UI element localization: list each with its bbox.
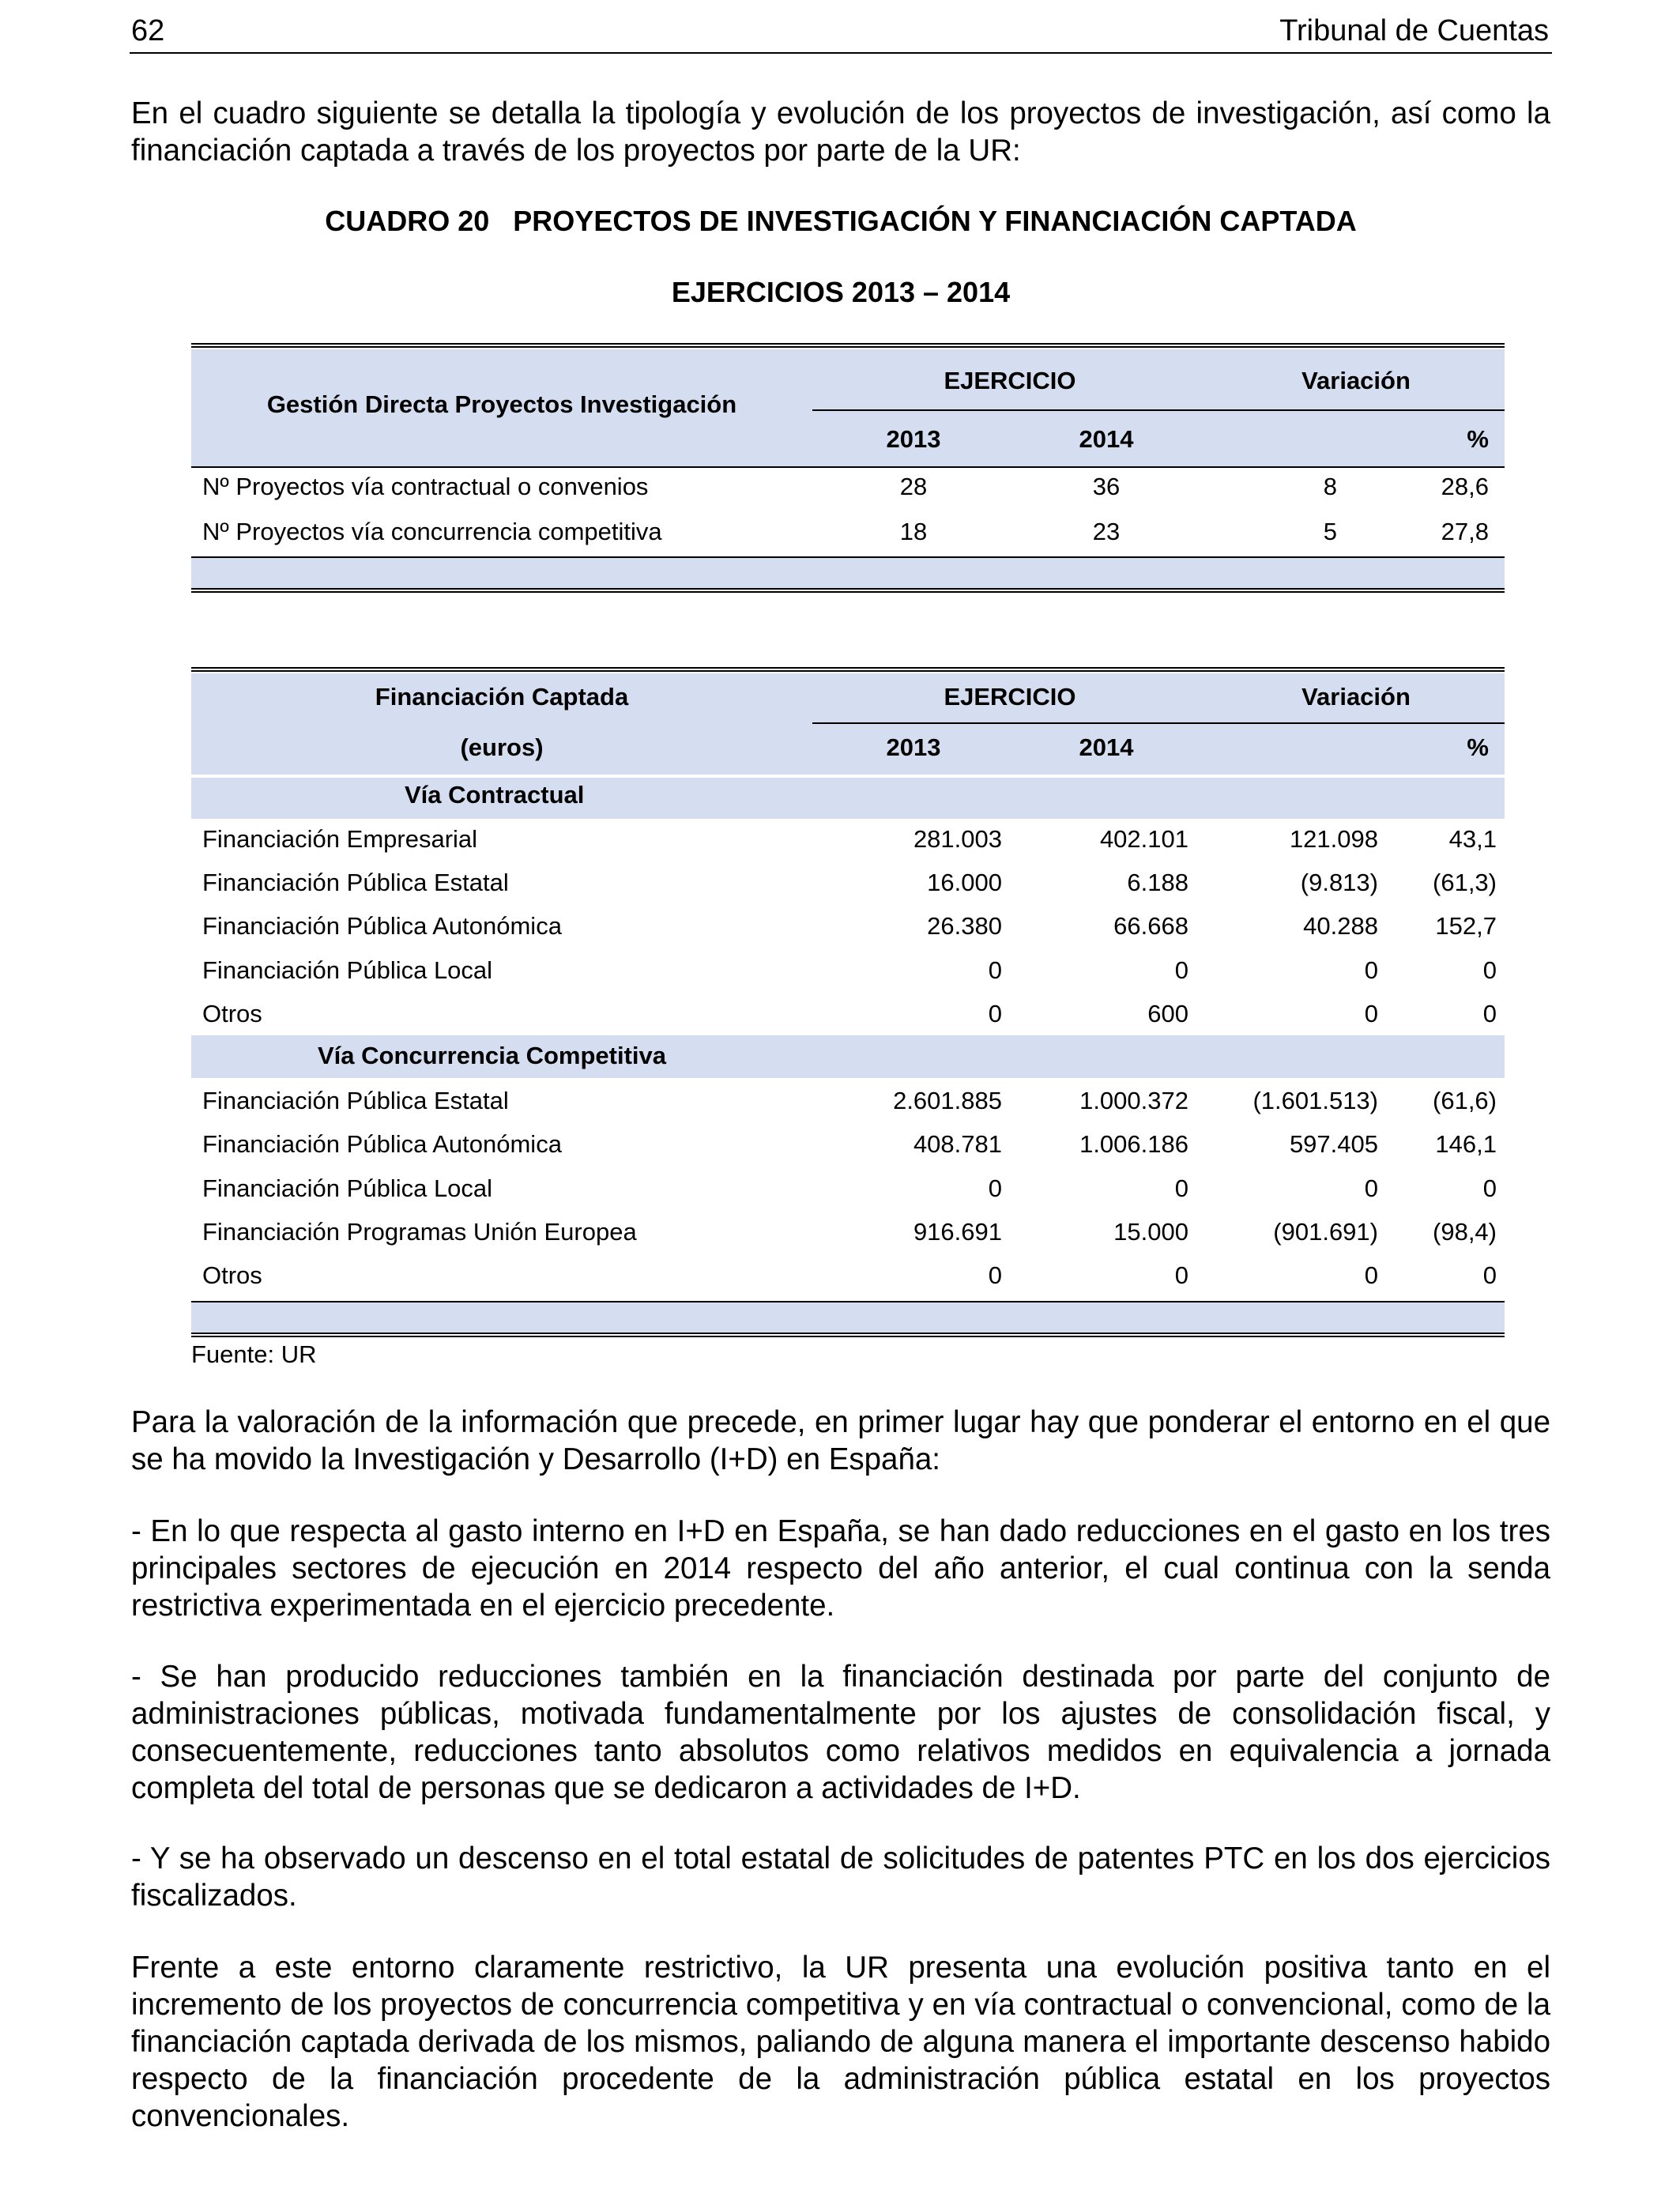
table-bottom-border [191, 588, 1505, 593]
value-2014: 1.006.186 [1079, 1130, 1188, 1158]
value-2013: 28 [899, 473, 928, 500]
value-variation: 8 [1323, 473, 1337, 500]
header-divider [812, 409, 1505, 411]
value-pct: 27,8 [1441, 518, 1489, 545]
publisher-name: Tribunal de Cuentas [1279, 14, 1549, 47]
value-2014: 36 [1092, 473, 1121, 500]
value-2013: 916.691 [913, 1218, 1002, 1246]
value-2014: 0 [1174, 1261, 1188, 1289]
col-header-label: Financiación Captada [375, 683, 629, 711]
row-label: Otros [202, 1000, 262, 1027]
value-2013: 18 [899, 518, 928, 545]
col-header-pct: % [1467, 425, 1489, 453]
row-label: Otros [202, 1261, 262, 1289]
table-footer-background [191, 558, 1505, 588]
value-2013: 16.000 [927, 869, 1002, 896]
row-label: Financiación Pública Estatal [202, 1087, 509, 1114]
value-variation: (901.691) [1273, 1218, 1378, 1246]
funding-table [191, 667, 1505, 1339]
value-pct: 0 [1482, 1261, 1497, 1289]
body-paragraph: - Y se ha observado un descenso en el total estatal de solicitudes de patentes PTC en los dos ejercicios fiscalizados. [131, 1842, 1550, 1913]
col-header-2013: 2013 [886, 425, 941, 453]
value-2014: 0 [1174, 956, 1188, 984]
col-header-variacion: Variación [1301, 367, 1411, 394]
value-pct: (98,4) [1433, 1218, 1497, 1246]
table-top-border [191, 343, 1505, 348]
row-label: Financiación Empresarial [202, 825, 478, 853]
table-top-border [191, 667, 1505, 672]
value-variation: (1.601.513) [1252, 1087, 1378, 1114]
value-2013: 0 [988, 1174, 1002, 1202]
value-2013: 0 [988, 1261, 1002, 1289]
value-pct: 0 [1482, 956, 1497, 984]
value-2014: 66.668 [1113, 912, 1188, 940]
projects-table [191, 343, 1505, 596]
value-variation: (9.813) [1300, 869, 1378, 896]
value-pct: 43,1 [1448, 825, 1497, 853]
body-paragraph: - En lo que respecta al gasto interno en I+D en España, se han dado reducciones en el gasto en los tres principales sectores de ejecución en 2014 respecto del año anterior, el cual continua con la senda restrictiva experimentada en el ejercicio precedente. [131, 1514, 1550, 1623]
value-pct: 146,1 [1435, 1130, 1497, 1158]
page-header [130, 11, 1552, 54]
body-paragraph: - Se han producido reducciones también en la financiación destinada por parte del conjunto de administraciones públicas, motivada fundamentalmente por los ajustes de consolidación fiscal, y consecuentemente, reducciones tanto absolutos como relativos medidos en equivalencia a jornada completa del total de personas que se dedicaron a actividades de I+D. [131, 1660, 1550, 1805]
row-label: Nº Proyectos vía concurrencia competitiva [202, 518, 662, 545]
value-pct: 0 [1482, 1000, 1497, 1027]
col-header-ejercicio: EJERCICIO [944, 683, 1076, 711]
value-variation: 121.098 [1289, 825, 1378, 853]
value-2013: 0 [988, 956, 1002, 984]
value-pct: 28,6 [1441, 473, 1489, 500]
table-source: Fuente: UR [191, 1340, 317, 1368]
section-title-concurrencia: Vía Concurrencia Competitiva [318, 1042, 667, 1069]
body-paragraph: Frente a este entorno claramente restrictivo, la UR presenta una evolución positiva tanto en el incremento de los proyectos de concurrencia competitiva y en vía contractual o convencional, como de la financiación captada derivada de los mismos, paliando de alguna manera el importante descenso habido respecto de la financiación procedente de la administración pública estatal en los proyectos convencionales. [131, 1951, 1550, 2133]
col-header-variacion: Variación [1301, 683, 1411, 711]
row-label: Financiación Pública Autonómica [202, 912, 562, 940]
value-2014: 0 [1174, 1174, 1188, 1202]
value-variation: 5 [1323, 518, 1337, 545]
value-2014: 402.101 [1099, 825, 1188, 853]
value-variation: 0 [1364, 1174, 1378, 1202]
row-label: Financiación Pública Local [202, 1174, 493, 1202]
value-2014: 1.000.372 [1079, 1087, 1188, 1114]
row-label: Nº Proyectos vía contractual o convenios [202, 473, 649, 500]
value-variation: 40.288 [1303, 912, 1378, 940]
col-header-pct: % [1467, 733, 1489, 761]
row-label: Financiación Pública Autonómica [202, 1130, 562, 1158]
col-header-2014: 2014 [1079, 733, 1134, 761]
table-subtitle: EJERCICIOS 2013 – 2014 [671, 276, 1011, 308]
table-footer-background [191, 1302, 1505, 1333]
value-pct: (61,3) [1433, 869, 1497, 896]
row-label: Financiación Programas Unión Europea [202, 1218, 637, 1246]
col-header-2013: 2013 [886, 733, 941, 761]
value-2014: 15.000 [1113, 1218, 1188, 1246]
value-pct: (61,6) [1433, 1087, 1497, 1114]
header-divider [812, 722, 1505, 724]
body-paragraph: Para la valoración de la información que precede, en primer lugar hay que ponderar el entorno en el que se ha movido la Investigación y Desarrollo (I+D) en España: [131, 1405, 1550, 1476]
header-bottom-rule [191, 466, 1505, 468]
value-2013: 2.601.885 [893, 1087, 1002, 1114]
value-2013: 281.003 [913, 825, 1002, 853]
value-2014: 600 [1147, 1000, 1188, 1027]
col-header-ejercicio: EJERCICIO [944, 367, 1076, 394]
value-pct: 0 [1482, 1174, 1497, 1202]
value-variation: 0 [1364, 956, 1378, 984]
value-variation: 597.405 [1289, 1130, 1378, 1158]
col-header-unit: (euros) [460, 733, 544, 761]
row-label: Financiación Pública Estatal [202, 869, 509, 896]
row-label: Financiación Pública Local [202, 956, 493, 984]
page-number: 62 [131, 14, 165, 47]
col-header-label: Gestión Directa Proyectos Investigación [266, 390, 737, 418]
value-2014: 6.188 [1127, 869, 1188, 896]
value-pct: 152,7 [1435, 912, 1497, 940]
section-background [191, 778, 1505, 819]
value-2013: 408.781 [913, 1130, 1002, 1158]
value-2014: 23 [1092, 518, 1121, 545]
value-2013: 26.380 [927, 912, 1002, 940]
value-variation: 0 [1364, 1000, 1378, 1027]
table-title: CUADRO 20 PROYECTOS DE INVESTIGACIÓN Y FINANCIACIÓN CAPTADA [325, 205, 1357, 237]
section-title-contractual: Vía Contractual [405, 781, 585, 809]
intro-paragraph: En el cuadro siguiente se detalla la tipología y evolución de los proyectos de investigación, así como la financiación captada a través de los proyectos por parte de la UR: [131, 96, 1550, 168]
value-2013: 0 [988, 1000, 1002, 1027]
table-bottom-border [191, 1333, 1505, 1337]
value-variation: 0 [1364, 1261, 1378, 1289]
col-header-2014: 2014 [1079, 425, 1134, 453]
